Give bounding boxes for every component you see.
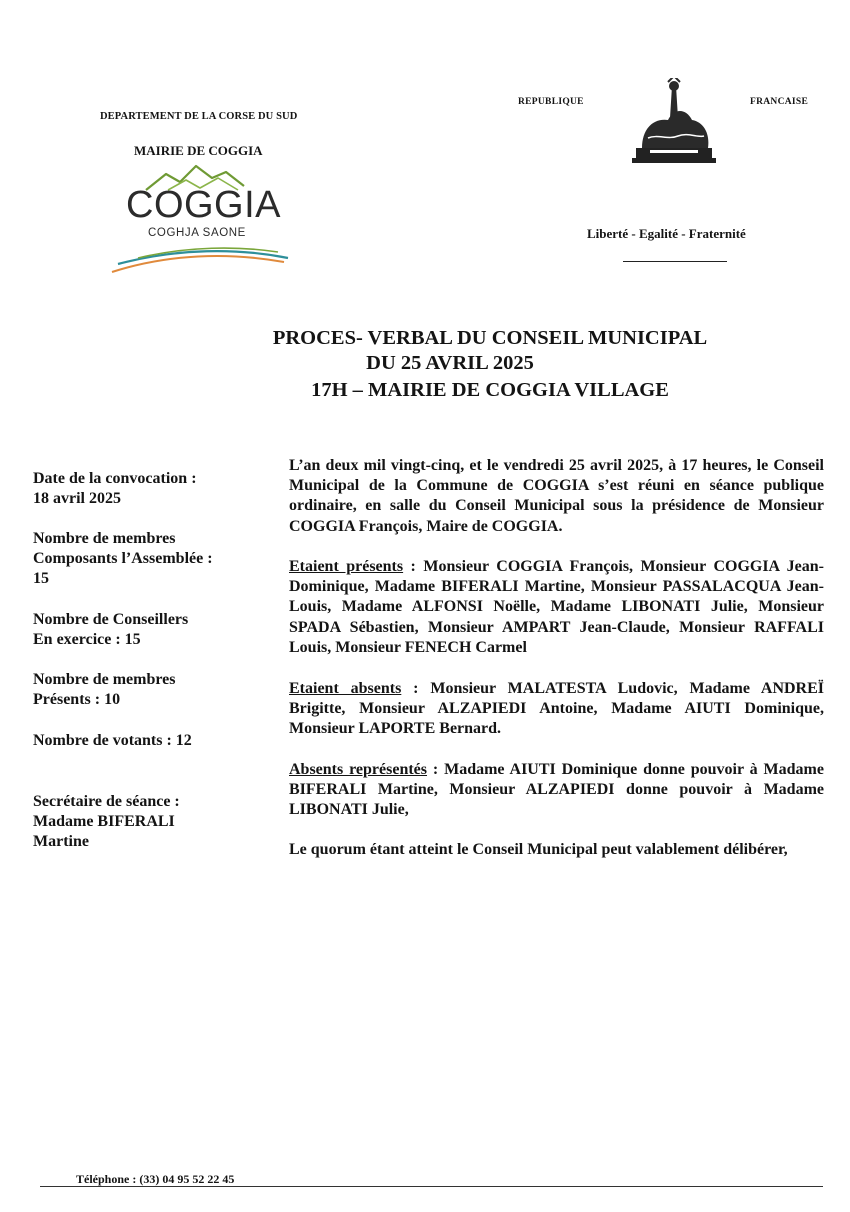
document-title-line3: 17H – MAIRIE DE COGGIA VILLAGE	[311, 379, 669, 401]
devise-text: Liberté - Egalité - Fraternité	[587, 226, 746, 241]
conseillers-value: En exercice : 15	[33, 631, 141, 648]
votants-text: Nombre de votants : 12	[33, 732, 192, 749]
footer-divider	[40, 1186, 823, 1187]
devise-divider	[623, 261, 727, 262]
absents-list: : Monsieur MALATESTA Ludovic, Madame ANDREÏ Brigitte, Monsieur ALZAPIEDI Antoine, Madame AIUTI Dominique, Monsieur LAPORTE Bernard.	[289, 680, 825, 738]
votants-block	[33, 731, 253, 751]
convocation-block	[33, 469, 253, 509]
presents-list: : Monsieur COGGIA François, Monsieur COGGIA Jean-Dominique, Madame BIFERALI Martine, Monsieur PASSALACQUA Jean-Louis, Madame ALFONSI Noëlle, Madame LIBONATI Julie, Monsieur SPADA Sébastien, Monsieur AMPART Jean-Claude, Monsieur RAFFALI Louis, Monsieur FENECH Carmel	[289, 558, 825, 656]
represented-paragraph	[289, 760, 824, 821]
presents-paragraph	[289, 557, 824, 658]
membres-label-2: Composants l’Assemblée :	[33, 550, 213, 567]
intro-paragraph: L’an deux mil vingt-cinq, et le vendredi 25 avril 2025, à 17 heures, le Conseil Municipal de la Commune de COGGIA s’est réuni en séance publique ordinaire, en salle du Conseil Municipal sous la présidence de Monsieur COGGIA François, Maire de COGGIA.	[289, 457, 824, 535]
membres-value: 15	[33, 570, 49, 587]
mairie-label: MAIRIE DE COGGIA	[134, 143, 263, 158]
document-title-line1: PROCES- VERBAL DU CONSEIL MUNICIPAL	[272, 327, 708, 349]
secretaire-label: Secrétaire de séance :	[33, 793, 180, 810]
republique-label: REPUBLIQUE	[518, 97, 584, 107]
quorum-paragraph: Le quorum étant atteint le Conseil Municipal peut valablement délibérer,	[289, 841, 788, 858]
presents-block	[33, 670, 253, 710]
logo-wordmark: COGGIA	[126, 184, 282, 226]
presents-label: Nombre de membres	[33, 671, 176, 688]
department-label: DEPARTEMENT DE LA CORSE DU SUD	[100, 111, 298, 122]
logo-subtext: COGHJA SAONE	[148, 227, 246, 239]
francaise-label: FRANCAISE	[750, 97, 809, 107]
secretaire-block	[33, 792, 253, 852]
secretaire-value-1: Madame BIFERALI	[33, 813, 175, 830]
presents-value: Présents : 10	[33, 691, 121, 708]
represented-list: : Madame AIUTI Dominique donne pouvoir à Madame BIFERALI Martine, Monsieur ALZAPIEDI donne pouvoir à Madame LIBONATI Julie,	[289, 761, 824, 819]
absents-paragraph	[289, 679, 824, 740]
document-title-line2: DU 25 AVRIL 2025	[366, 352, 534, 374]
conseillers-label: Nombre de Conseillers	[33, 611, 189, 628]
convocation-value: 18 avril 2025	[33, 490, 121, 507]
marianne-seal-icon	[628, 78, 720, 174]
conseillers-block	[33, 610, 253, 650]
membres-label-1: Nombre de membres	[33, 530, 176, 547]
absents-heading: Etaient absents	[289, 680, 402, 697]
secretaire-value-2: Martine	[33, 833, 89, 850]
membres-block	[33, 529, 253, 589]
phone-footer: Téléphone : (33) 04 95 52 22 45	[76, 1172, 235, 1186]
convocation-label: Date de la convocation :	[33, 470, 197, 487]
presents-heading: Etaient présents	[289, 558, 404, 575]
represented-heading: Absents représentés	[289, 761, 428, 778]
